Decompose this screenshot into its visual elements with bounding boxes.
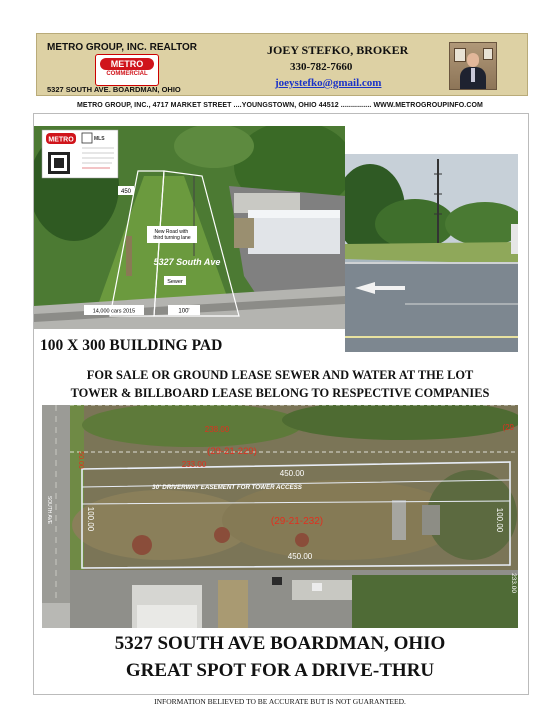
plat-corner-parcel: (29 (502, 423, 514, 432)
label-100: 100' (178, 308, 190, 315)
metro-logo (95, 54, 159, 86)
logo-commercial-text: COMMERCIAL (106, 71, 148, 77)
sale-line-1: FOR SALE OR GROUND LEASE SEWER AND WATER AT THE LOT (86, 368, 474, 382)
plat-left-small: 50.00 (77, 451, 84, 469)
plat-road-name: SOUTH AVE (46, 495, 52, 525)
plat-left-dim: 100.00 (86, 506, 95, 532)
company-name: METRO GROUP, INC. REALTOR (47, 42, 198, 53)
parcel-plat-map (42, 405, 518, 628)
label-sewer: Sewer (167, 279, 183, 285)
plat-dim-450-top: 450.00 (279, 469, 305, 478)
disclaimer: INFORMATION BELIEVED TO BE ACCURATE BUT IS NOT GUARANTEED. (154, 697, 406, 706)
plat-top-parcel: (29-21-229) (207, 446, 257, 457)
tagline: GREAT SPOT FOR A DRIVE-THRU (125, 660, 435, 681)
plat-right-dim: 100.00 (495, 507, 504, 533)
sign-metro-text: METRO (48, 136, 74, 144)
broker-photo (449, 42, 497, 90)
plat-dim-450-bottom: 450.00 (287, 552, 313, 561)
sign-mls-text: MLS (94, 136, 105, 142)
plat-top-dim2: 233.00 (181, 460, 207, 469)
logo-metro-text: METRO (100, 58, 154, 70)
plat-right-small: 233.00 (510, 573, 517, 593)
label-cars: 14,000 cars 2015 (92, 308, 136, 315)
broker-name: JOEY STEFKO, BROKER (267, 43, 409, 57)
company-contact-line: METRO GROUP, INC., 4717 MARKET STREET ....YOUNGSTOWN, OHIO 44512 ............... WWW.METROGROUPINFO.COM (77, 102, 483, 109)
sale-line-2: TOWER & BILLBOARD LEASE BELONG TO RESPECTIVE COMPANIES (70, 386, 490, 400)
plat-parcel: (29-21-232) (270, 516, 324, 527)
street-photo (345, 154, 518, 352)
broker-phone: 330-782-7660 (290, 61, 353, 73)
property-address: 5327 SOUTH AVE BOARDMAN, OHIO (114, 633, 446, 654)
label-address: 5327 South Ave (153, 257, 221, 267)
building-pad-label: 100 X 300 BUILDING PAD (34, 335, 256, 357)
plat-top-dim: 238.00 (204, 425, 230, 434)
label-450: 450 (120, 189, 132, 195)
plat-easement: 30' DRIVERWAY EASEMENT FOR TOWER ACCESS (152, 484, 302, 491)
label-new-road: New Road with third turning lane (153, 229, 191, 241)
header-address: 5327 SOUTH AVE. BOARDMAN, OHIO (47, 85, 181, 94)
broker-email-link[interactable]: joeystefko@gmail.com (275, 77, 382, 89)
aerial-photo (34, 126, 345, 329)
header-banner (36, 33, 528, 96)
